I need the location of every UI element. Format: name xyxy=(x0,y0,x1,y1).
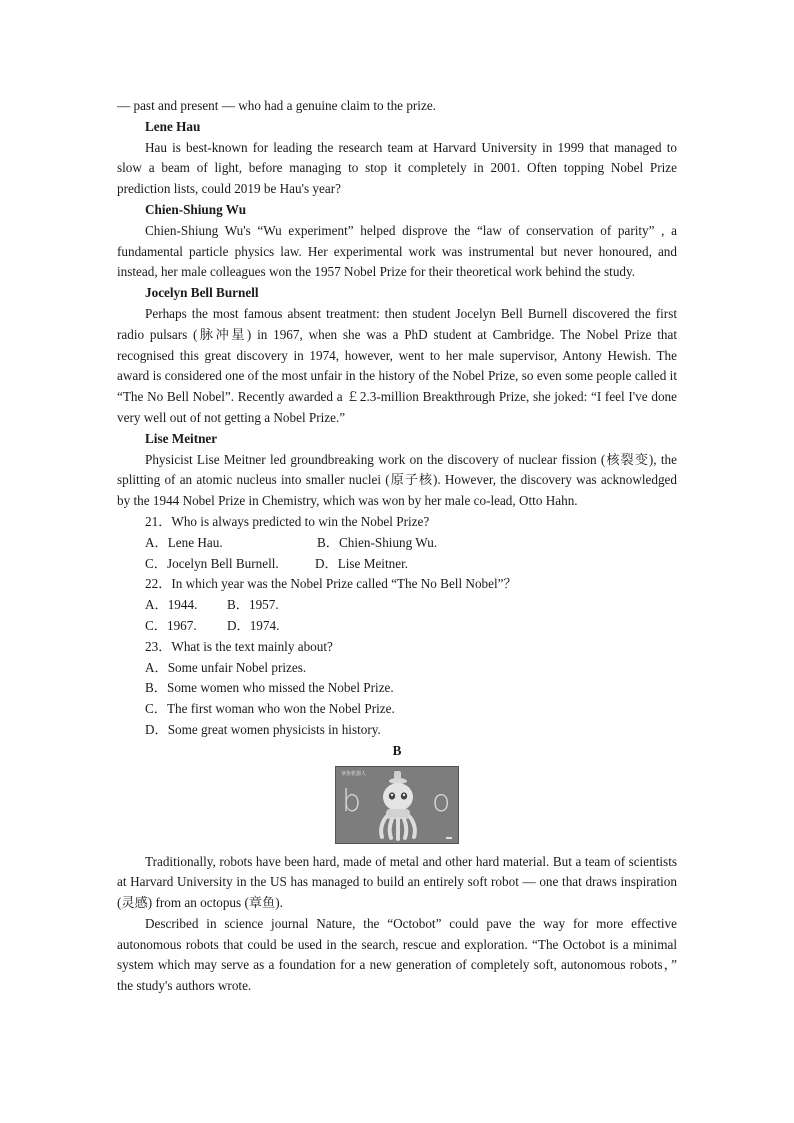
paragraph-b-1: Traditionally, robots have been hard, made of metal and other hard material. But a team of scientists at Harvard University in the US has managed to build an entirely soft robot — one that draws inspiration (灵感) from an octopus (章鱼). xyxy=(117,853,677,911)
paragraph-lise-meitner: Physicist Lise Meitner led groundbreaking work on the discovery of nuclear fission (核裂变), the splitting of an atomic nucleus into smaller nuclei (原子核). However, the discovery was acknowledged by the 1944 Nobel Prize in Chemistry, which was won by her male co-lead, Otto Hahn. xyxy=(117,451,677,509)
option-22-c[interactable]: C．1967. xyxy=(145,617,197,633)
question-23-stem: 23．What is the text mainly about? xyxy=(145,638,333,654)
paragraph-lene-hau: Hau is best-known for leading the research team at Harvard University in 1999 that managed to slow a beam of light, before managing to stop it completely in 2001. Often topping Nobel Prize prediction lists, could 2019 be Hau's year? xyxy=(117,139,677,197)
figure-title: 章鱼机器人 xyxy=(341,770,367,777)
paragraph-jocelyn-bell-burnell: Perhaps the most famous absent treatment: then student Jocelyn Bell Burnell discovered the first radio pulsars (脉冲星) in 1967, when she was a PhD student at Cambridge. The Nobel Prize that recognised this great discovery in 1974, however, went to her male supervisor, Antony Hewish. The award is considered one of the most unfair in the history of the Nobel Prize, so even some people called it “The No Bell Nobel”. Recently awarded a ￡2.3-million Breakthrough Prize, she joked: “I feel I've done very well out of not getting a Nobel Prize.” xyxy=(117,305,677,425)
option-21-b[interactable]: B．Chien-Shiung Wu. xyxy=(317,534,438,550)
paragraph-chien-shiung-wu: Chien-Shiung Wu's “Wu experiment” helped disprove the “law of conservation of parity” , a fundamental particle physics law. Her experimental work was instrumental but never honoured, and instead, her male colleagues won the 1957 Nobel Prize for their theoretical work behind the study. xyxy=(117,222,677,280)
option-22-a[interactable]: A．1944. xyxy=(145,597,198,613)
option-23-a[interactable]: A．Some unfair Nobel prizes. xyxy=(145,659,307,675)
option-23-b[interactable]: B．Some women who missed the Nobel Prize. xyxy=(145,680,394,696)
question-21-stem: 21．Who is always predicted to win the Nobel Prize? xyxy=(145,513,430,529)
figure-letter-o: o xyxy=(432,783,451,819)
section-b-label: B xyxy=(392,742,402,758)
figure-letter-b: b xyxy=(342,783,362,819)
option-21-a[interactable]: A．Lene Hau. xyxy=(145,534,223,550)
heading-lise-meitner: Lise Meitner xyxy=(145,430,218,446)
intro-line: — past and present — who had a genuine claim to the prize. xyxy=(117,98,436,113)
option-21-c[interactable]: C．Jocelyn Bell Burnell. xyxy=(145,555,279,571)
option-22-d[interactable]: D．1974. xyxy=(227,617,280,633)
octobot-image xyxy=(335,766,459,844)
question-22-options-row-2 xyxy=(117,616,677,637)
question-22-options-row-1 xyxy=(117,595,677,616)
option-22-b[interactable]: B．1957. xyxy=(227,597,279,613)
document-page xyxy=(117,96,677,997)
heading-chien-shiung-wu: Chien-Shiung Wu xyxy=(145,201,247,217)
question-22-stem: 22．In which year was the Nobel Prize called “The No Bell Nobel”？ xyxy=(145,576,517,592)
paragraph-b-2: Described in science journal Nature, the “Octobot” could pave the way for more effective autonomous robots that could be used in the search, rescue and exploration. “The Octobot is a minimal system which may serve as a foundation for a new generation of completely soft, autonomous robots，” the study's authors wrote. xyxy=(117,915,677,994)
question-21-options-row-1 xyxy=(117,533,677,554)
heading-jocelyn-bell-burnell: Jocelyn Bell Burnell xyxy=(145,285,259,301)
option-23-c[interactable]: C．The first woman who won the Nobel Prize. xyxy=(145,701,395,717)
figure-logo-mark xyxy=(446,837,452,839)
question-21-options-row-2 xyxy=(117,554,677,575)
octobot-illustration xyxy=(374,771,422,841)
option-23-d[interactable]: D．Some great women physicists in history. xyxy=(145,721,381,737)
heading-lene-hau: Lene Hau xyxy=(145,118,201,134)
option-21-d[interactable]: D．Lise Meitner. xyxy=(315,555,409,571)
